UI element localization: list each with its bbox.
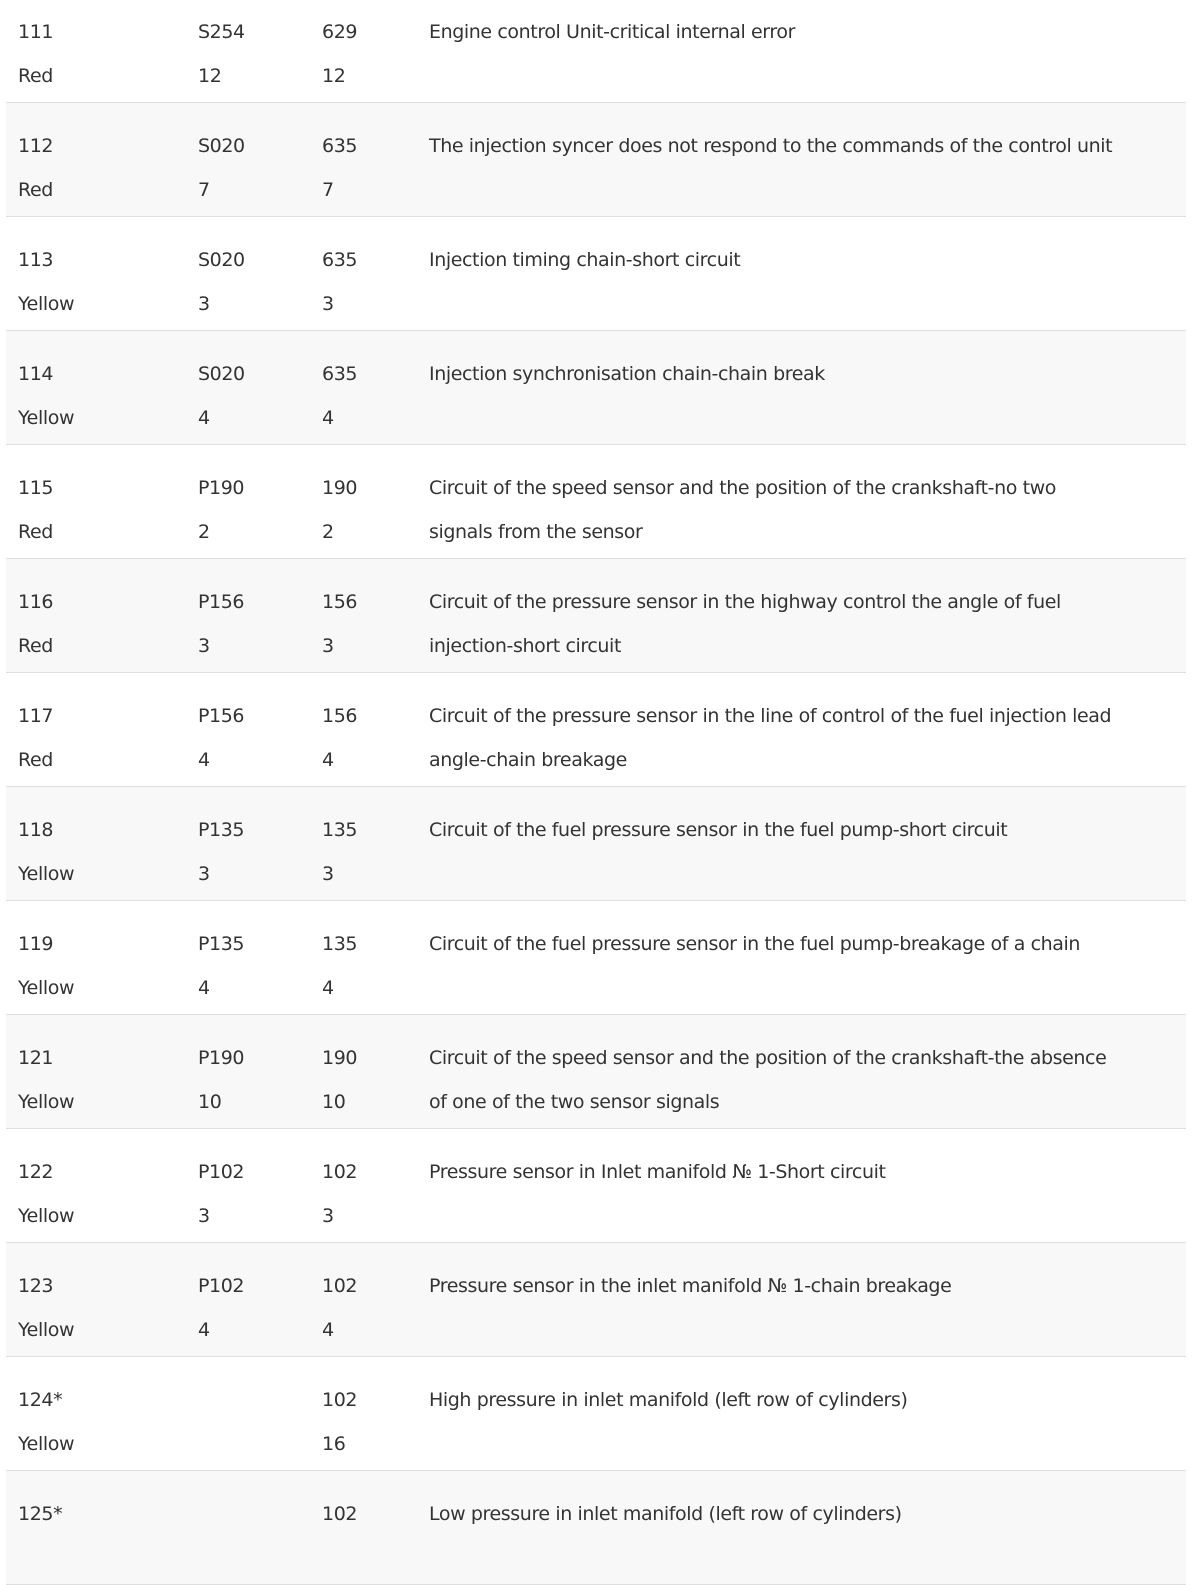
description-line-1: Injection synchronisation chain-chain break bbox=[429, 363, 825, 385]
p-code: P102 bbox=[198, 1275, 245, 1297]
p-code-sub: 3 bbox=[198, 292, 210, 315]
spn: 156 bbox=[322, 705, 358, 727]
spn-cell bbox=[322, 1493, 412, 1580]
table-row bbox=[6, 0, 1186, 103]
p-code-sub: 3 bbox=[198, 1204, 210, 1227]
spn: 635 bbox=[322, 363, 358, 385]
description-cell bbox=[429, 1379, 1181, 1466]
fmi: 10 bbox=[322, 1090, 346, 1113]
description-line-2 bbox=[429, 1195, 1181, 1239]
description-line-2 bbox=[429, 1309, 1181, 1353]
spn: 190 bbox=[322, 477, 358, 499]
spn-cell bbox=[322, 581, 412, 668]
description-line-2: angle-chain breakage bbox=[429, 748, 627, 771]
p-code-cell bbox=[198, 1379, 298, 1466]
p-code-sub: 3 bbox=[198, 634, 210, 657]
p-code-cell bbox=[198, 125, 298, 212]
p-code-cell bbox=[198, 1265, 298, 1352]
description-line-1: Low pressure in inlet manifold (left row of cylinders) bbox=[429, 1503, 902, 1525]
p-code: P190 bbox=[198, 1047, 245, 1069]
description-cell bbox=[429, 467, 1181, 554]
spn-cell bbox=[322, 353, 412, 440]
spn-cell bbox=[322, 1265, 412, 1352]
description-cell bbox=[429, 695, 1181, 782]
spn-cell bbox=[322, 1379, 412, 1466]
p-code bbox=[198, 1493, 298, 1537]
description-line-2 bbox=[429, 283, 1181, 327]
p-code-sub: 2 bbox=[198, 520, 210, 543]
table-row bbox=[6, 331, 1186, 445]
description-line-2 bbox=[429, 1423, 1181, 1467]
table-row bbox=[6, 445, 1186, 559]
fmi: 16 bbox=[322, 1432, 346, 1455]
fault-code-table bbox=[6, 0, 1186, 1585]
p-code-sub: 4 bbox=[198, 1318, 210, 1341]
table-row bbox=[6, 103, 1186, 217]
description-cell bbox=[429, 239, 1181, 326]
lamp-color: Yellow bbox=[18, 1318, 75, 1341]
p-code-sub bbox=[198, 1537, 298, 1581]
table-row bbox=[6, 1243, 1186, 1357]
p-code-cell bbox=[198, 1037, 298, 1124]
p-code: P135 bbox=[198, 819, 245, 841]
fault-code: 123 bbox=[18, 1275, 54, 1297]
lamp-color: Yellow bbox=[18, 1204, 75, 1227]
p-code: P156 bbox=[198, 591, 245, 613]
spn-cell bbox=[322, 1151, 412, 1238]
p-code: S020 bbox=[198, 135, 245, 157]
fault-code: 121 bbox=[18, 1047, 54, 1069]
description-line-2: of one of the two sensor signals bbox=[429, 1090, 720, 1113]
spn: 102 bbox=[322, 1161, 358, 1183]
table-row bbox=[6, 1471, 1186, 1585]
fault-code-cell bbox=[18, 923, 178, 1010]
p-code: S254 bbox=[198, 21, 245, 43]
description-line-1: Circuit of the pressure sensor in the highway control the angle of fuel bbox=[429, 591, 1061, 613]
p-code-sub: 4 bbox=[198, 748, 210, 771]
description-line-1: Circuit of the speed sensor and the position of the crankshaft-the absence bbox=[429, 1047, 1107, 1069]
fault-code-cell bbox=[18, 125, 178, 212]
description-line-2 bbox=[429, 853, 1181, 897]
table-row bbox=[6, 673, 1186, 787]
description-cell bbox=[429, 1265, 1181, 1352]
description-cell bbox=[429, 125, 1181, 212]
description-line-1: High pressure in inlet manifold (left row of cylinders) bbox=[429, 1389, 908, 1411]
description-cell bbox=[429, 353, 1181, 440]
lamp-color: Yellow bbox=[18, 292, 75, 315]
fault-code-cell bbox=[18, 1493, 178, 1580]
lamp-color: Red bbox=[18, 64, 53, 87]
p-code-cell bbox=[198, 809, 298, 896]
p-code-cell bbox=[198, 695, 298, 782]
fault-code-cell bbox=[18, 1037, 178, 1124]
description-cell bbox=[429, 1493, 1181, 1580]
description-cell bbox=[429, 1151, 1181, 1238]
fault-code-cell bbox=[18, 1151, 178, 1238]
p-code: S020 bbox=[198, 363, 245, 385]
description-line-1: Injection timing chain-short circuit bbox=[429, 249, 741, 271]
spn-cell bbox=[322, 695, 412, 782]
p-code-sub: 7 bbox=[198, 178, 210, 201]
spn: 635 bbox=[322, 249, 358, 271]
table-row bbox=[6, 787, 1186, 901]
p-code-cell bbox=[198, 239, 298, 326]
fmi bbox=[322, 1537, 412, 1581]
description-line-1: Pressure sensor in Inlet manifold № 1-Short circuit bbox=[429, 1161, 886, 1183]
spn: 102 bbox=[322, 1275, 358, 1297]
description-cell bbox=[429, 1037, 1181, 1124]
description-cell bbox=[429, 581, 1181, 668]
description-line-2 bbox=[429, 169, 1181, 213]
description-cell bbox=[429, 923, 1181, 1010]
p-code-sub: 3 bbox=[198, 862, 210, 885]
description-line-1: Engine control Unit-critical internal error bbox=[429, 21, 796, 43]
fault-code: 111 bbox=[18, 21, 54, 43]
table-row bbox=[6, 1357, 1186, 1471]
p-code: S020 bbox=[198, 249, 245, 271]
p-code-sub: 4 bbox=[198, 976, 210, 999]
description-line-1: The injection syncer does not respond to the commands of the control unit bbox=[429, 135, 1113, 157]
p-code-cell bbox=[198, 1151, 298, 1238]
p-code-cell bbox=[198, 1493, 298, 1580]
spn: 135 bbox=[322, 819, 358, 841]
fault-code: 115 bbox=[18, 477, 54, 499]
fmi: 4 bbox=[322, 976, 334, 999]
table-row bbox=[6, 559, 1186, 673]
fmi: 2 bbox=[322, 520, 334, 543]
fault-code: 117 bbox=[18, 705, 54, 727]
p-code: P156 bbox=[198, 705, 245, 727]
fault-code: 113 bbox=[18, 249, 54, 271]
lamp-color bbox=[18, 1537, 178, 1581]
fmi: 3 bbox=[322, 634, 334, 657]
p-code-sub: 12 bbox=[198, 64, 222, 87]
p-code: P135 bbox=[198, 933, 245, 955]
spn-cell bbox=[322, 1037, 412, 1124]
fault-code: 119 bbox=[18, 933, 54, 955]
fault-code: 116 bbox=[18, 591, 54, 613]
description-line-2 bbox=[429, 397, 1181, 441]
table-row bbox=[6, 1015, 1186, 1129]
fault-code-cell bbox=[18, 11, 178, 98]
lamp-color: Red bbox=[18, 178, 53, 201]
fault-code-cell bbox=[18, 809, 178, 896]
table-row bbox=[6, 901, 1186, 1015]
fmi: 7 bbox=[322, 178, 334, 201]
fmi: 4 bbox=[322, 406, 334, 429]
lamp-color: Red bbox=[18, 520, 53, 543]
spn: 135 bbox=[322, 933, 358, 955]
spn: 190 bbox=[322, 1047, 358, 1069]
spn: 102 bbox=[322, 1503, 358, 1525]
description-line-1: Circuit of the fuel pressure sensor in the fuel pump-short circuit bbox=[429, 819, 1008, 841]
lamp-color: Yellow bbox=[18, 1432, 75, 1455]
description-cell bbox=[429, 809, 1181, 896]
description-line-1: Circuit of the fuel pressure sensor in the fuel pump-breakage of a chain bbox=[429, 933, 1081, 955]
fmi: 4 bbox=[322, 1318, 334, 1341]
spn-cell bbox=[322, 11, 412, 98]
description-line-1: Circuit of the speed sensor and the position of the crankshaft-no two bbox=[429, 477, 1057, 499]
p-code-cell bbox=[198, 923, 298, 1010]
lamp-color: Yellow bbox=[18, 406, 75, 429]
description-line-2: injection-short circuit bbox=[429, 634, 621, 657]
fault-code-cell bbox=[18, 239, 178, 326]
lamp-color: Yellow bbox=[18, 1090, 75, 1113]
description-cell bbox=[429, 11, 1181, 98]
p-code-cell bbox=[198, 467, 298, 554]
p-code-sub: 10 bbox=[198, 1090, 222, 1113]
fault-code-cell bbox=[18, 695, 178, 782]
fault-code: 114 bbox=[18, 363, 54, 385]
fault-code-cell bbox=[18, 353, 178, 440]
p-code-cell bbox=[198, 353, 298, 440]
fault-code-cell bbox=[18, 581, 178, 668]
fault-code-cell bbox=[18, 1379, 178, 1466]
table-row bbox=[6, 1129, 1186, 1243]
lamp-color: Yellow bbox=[18, 976, 75, 999]
p-code bbox=[198, 1379, 298, 1423]
spn: 102 bbox=[322, 1389, 358, 1411]
fault-code: 122 bbox=[18, 1161, 54, 1183]
lamp-color: Red bbox=[18, 748, 53, 771]
spn: 156 bbox=[322, 591, 358, 613]
fmi: 3 bbox=[322, 1204, 334, 1227]
lamp-color: Yellow bbox=[18, 862, 75, 885]
fault-code: 118 bbox=[18, 819, 54, 841]
spn-cell bbox=[322, 239, 412, 326]
spn-cell bbox=[322, 923, 412, 1010]
p-code-sub bbox=[198, 1423, 298, 1467]
fmi: 3 bbox=[322, 292, 334, 315]
fault-code: 112 bbox=[18, 135, 54, 157]
spn-cell bbox=[322, 125, 412, 212]
fault-code-cell bbox=[18, 467, 178, 554]
p-code-cell bbox=[198, 581, 298, 668]
table-row bbox=[6, 217, 1186, 331]
lamp-color: Red bbox=[18, 634, 53, 657]
description-line-2 bbox=[429, 55, 1181, 99]
fault-code: 124* bbox=[18, 1389, 63, 1411]
description-line-2: signals from the sensor bbox=[429, 520, 643, 543]
fmi: 12 bbox=[322, 64, 346, 87]
p-code: P190 bbox=[198, 477, 245, 499]
description-line-1: Circuit of the pressure sensor in the line of control of the fuel injection lead bbox=[429, 705, 1112, 727]
spn: 629 bbox=[322, 21, 358, 43]
description-line-1: Pressure sensor in the inlet manifold № 1-chain breakage bbox=[429, 1275, 952, 1297]
p-code: P102 bbox=[198, 1161, 245, 1183]
description-line-2 bbox=[429, 967, 1181, 1011]
fmi: 3 bbox=[322, 862, 334, 885]
spn: 635 bbox=[322, 135, 358, 157]
p-code-sub: 4 bbox=[198, 406, 210, 429]
fault-code-cell bbox=[18, 1265, 178, 1352]
spn-cell bbox=[322, 467, 412, 554]
p-code-cell bbox=[198, 11, 298, 98]
fault-code: 125* bbox=[18, 1503, 63, 1525]
fmi: 4 bbox=[322, 748, 334, 771]
description-line-2 bbox=[429, 1537, 1181, 1581]
spn-cell bbox=[322, 809, 412, 896]
